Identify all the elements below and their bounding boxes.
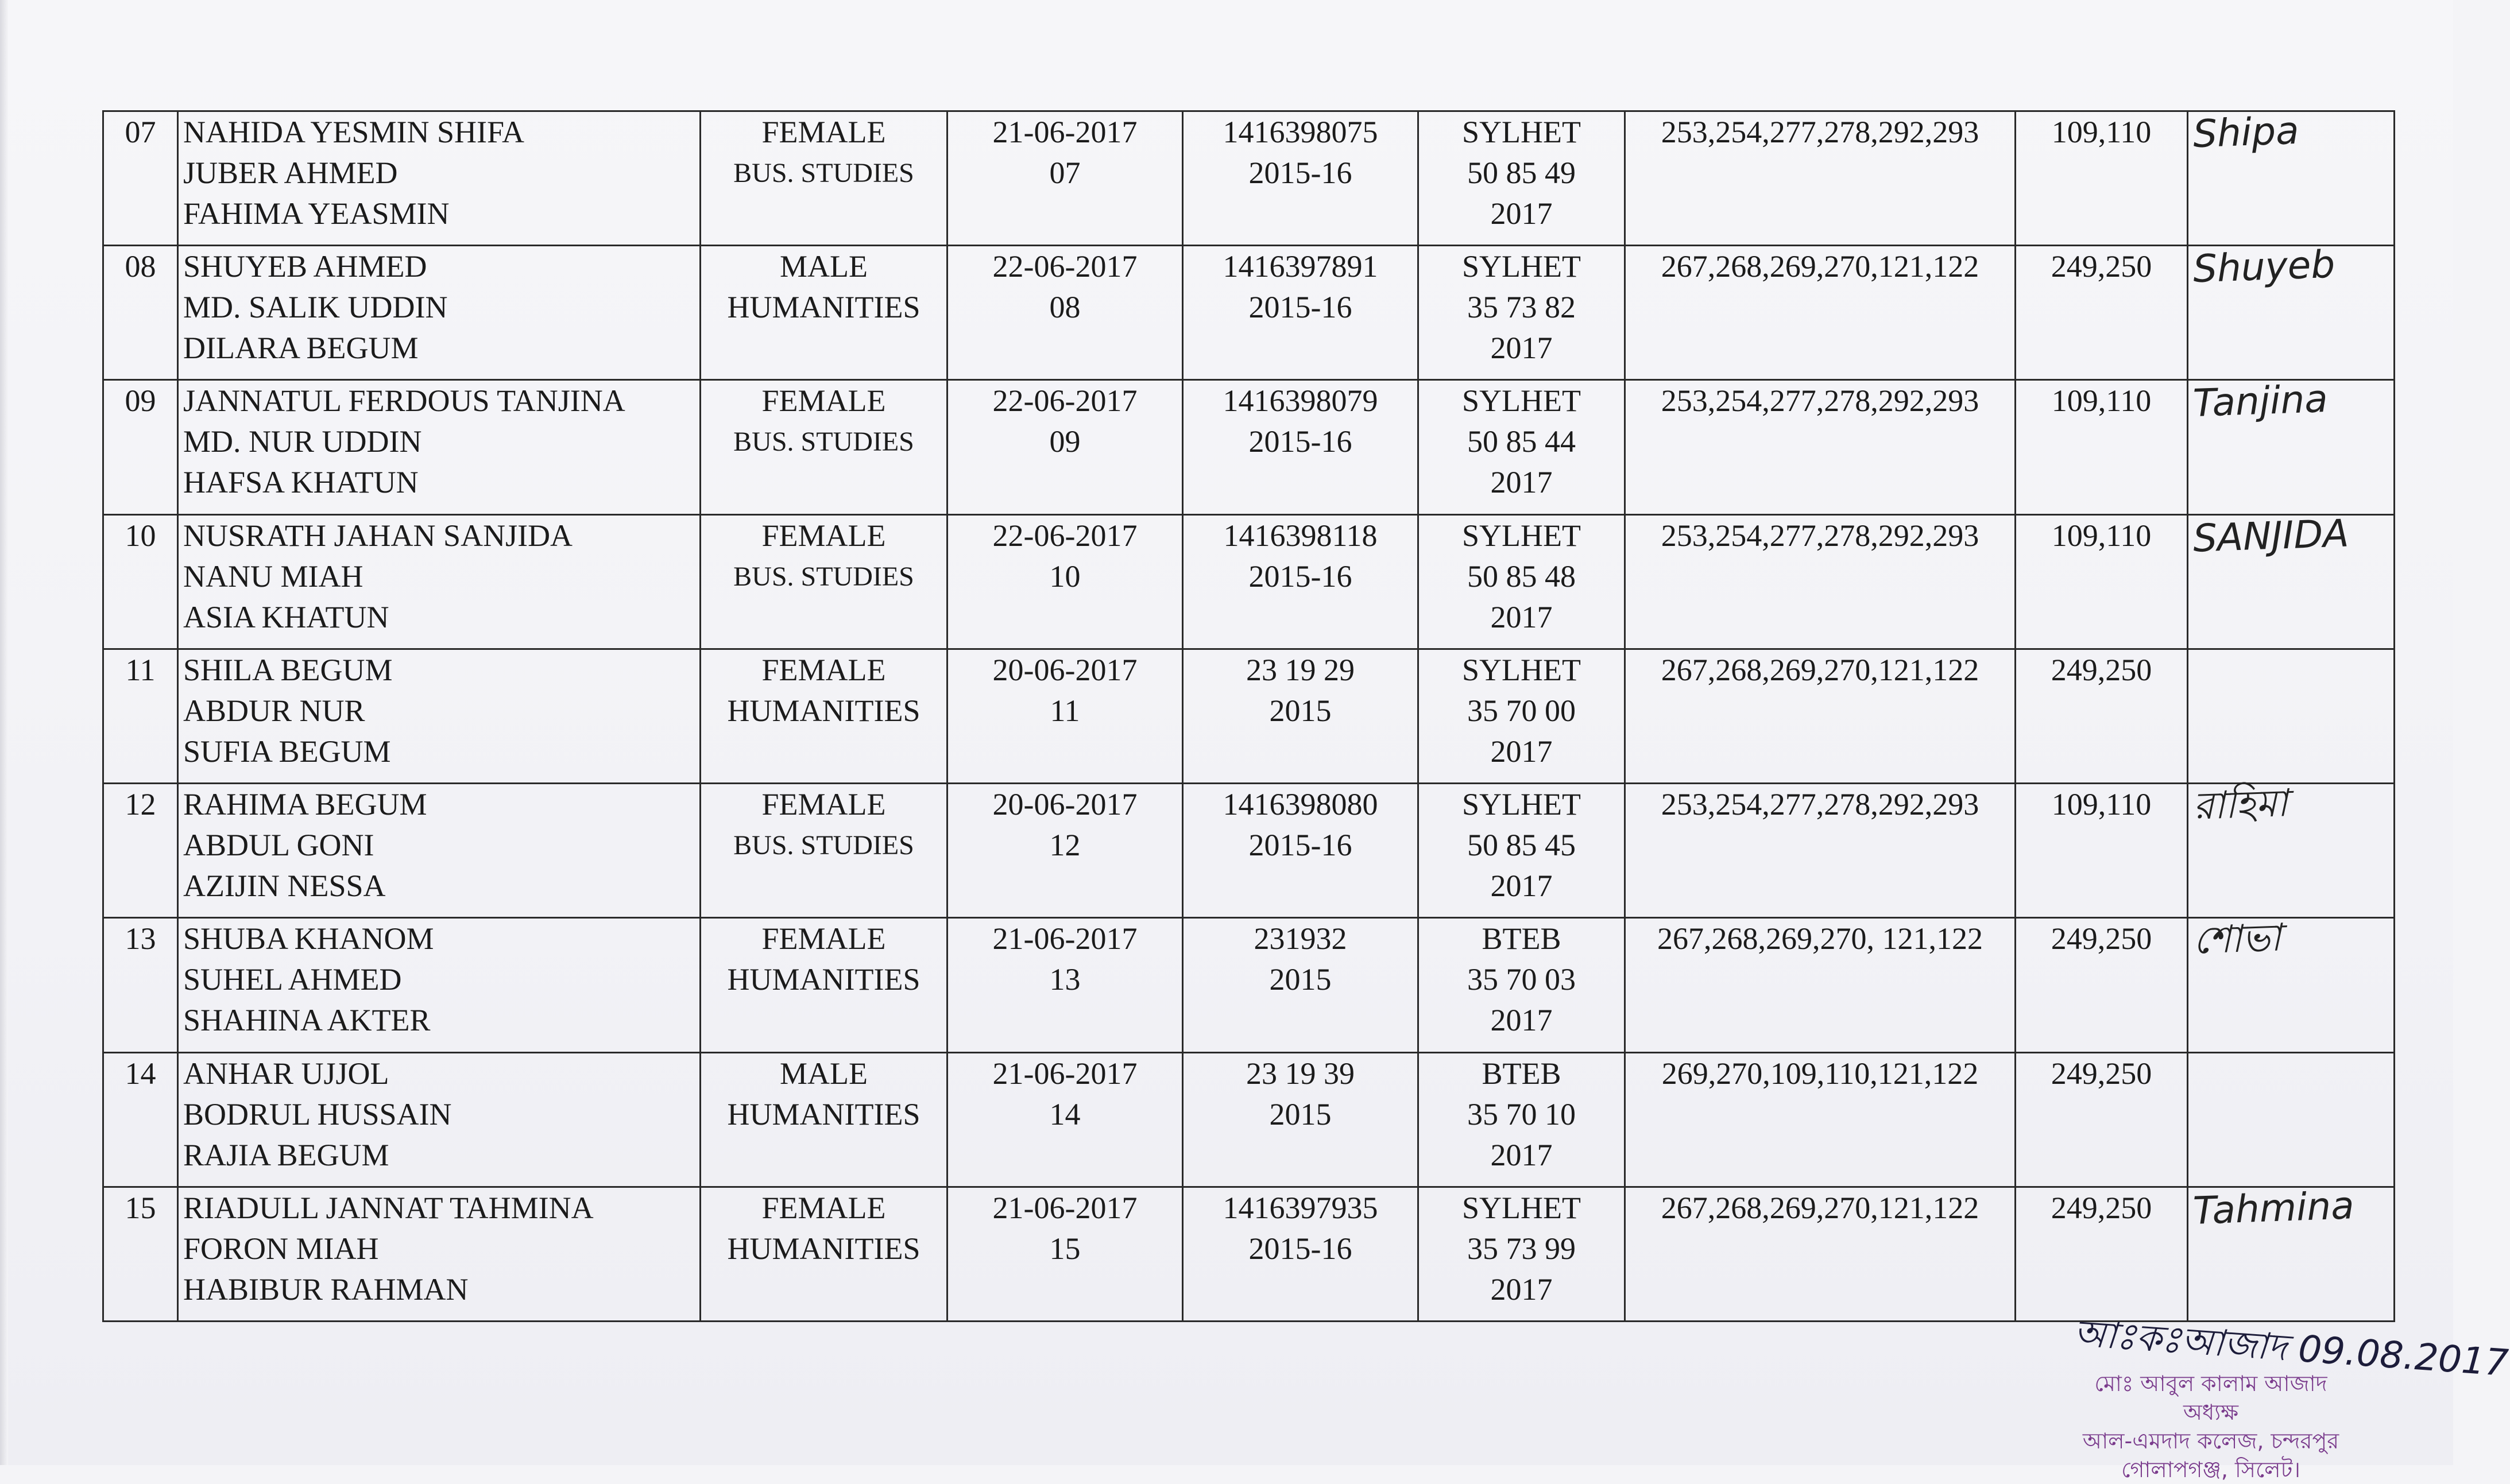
group-text: HUMANITIES <box>727 1231 921 1266</box>
table-row <box>103 649 2395 783</box>
optional-subjects-cell: 109,110 <box>2016 784 2188 918</box>
board-cell <box>1418 649 1625 783</box>
board-name: SYLHET <box>1462 115 1581 149</box>
registration-cell <box>1183 649 1418 783</box>
session-text: 2015 <box>1269 1096 1332 1132</box>
date-cell <box>947 784 1183 918</box>
date-cell <box>947 111 1183 246</box>
optional-subjects-cell: 109,110 <box>2016 514 2188 649</box>
principal-signature-mark: আঃকঃআজাদ <box>2072 1312 2288 1370</box>
name-line: ANHAR UJJOL <box>183 1056 389 1091</box>
registration-number: 1416398079 <box>1223 383 1378 419</box>
gender-text: FEMALE <box>761 652 886 687</box>
date-cell <box>947 918 1183 1052</box>
optional-subjects-cell: 249,250 <box>2016 918 2188 1052</box>
roll-number: 35 70 10 <box>1467 1096 1576 1132</box>
session-text: 2015-16 <box>1248 424 1352 459</box>
date-text: 22-06-2017 <box>992 518 1138 553</box>
roll-number: 50 85 49 <box>1467 156 1576 190</box>
registration-number: 1416397935 <box>1223 1190 1378 1225</box>
gender-group-cell <box>701 784 947 918</box>
gender-text: MALE <box>780 249 868 284</box>
gender-text: FEMALE <box>761 518 886 553</box>
roll-number: 35 70 00 <box>1467 693 1576 728</box>
date-number: 11 <box>1050 693 1080 728</box>
names-cell <box>178 514 701 649</box>
table-row <box>103 1187 2395 1321</box>
gender-text: FEMALE <box>761 1190 886 1225</box>
gender-text: MALE <box>780 1056 868 1091</box>
name-line: JUBER AHMED <box>183 156 398 190</box>
names-cell <box>178 1187 701 1321</box>
name-line: ABDUR NUR <box>183 693 365 728</box>
date-cell <box>947 1052 1183 1187</box>
date-text: 20-06-2017 <box>992 787 1138 822</box>
signature-cell <box>2188 1052 2395 1187</box>
table-row <box>103 514 2395 649</box>
serial-cell: 14 <box>103 1052 178 1187</box>
name-line: FAHIMA YEASMIN <box>183 196 450 231</box>
date-number: 13 <box>1049 962 1081 997</box>
group-text: HUMANITIES <box>727 1096 921 1132</box>
board-cell <box>1418 1052 1625 1187</box>
board-name: SYLHET <box>1462 652 1581 687</box>
name-line: SUHEL AHMED <box>183 962 402 997</box>
name-line: NAHIDA YESMIN SHIFA <box>183 115 525 149</box>
date-text: 21-06-2017 <box>992 1056 1138 1091</box>
table-row <box>103 918 2395 1052</box>
names-cell <box>178 111 701 246</box>
student-signature: Shipa <box>2192 108 2300 157</box>
date-number: 07 <box>1049 156 1081 190</box>
table-row <box>103 380 2395 514</box>
registration-number: 23 19 29 <box>1246 652 1355 687</box>
date-number: 10 <box>1049 559 1081 594</box>
board-name: BTEB <box>1482 921 1561 956</box>
name-line: NANU MIAH <box>183 559 363 594</box>
board-cell <box>1418 514 1625 649</box>
date-cell <box>947 380 1183 514</box>
group-text: HUMANITIES <box>727 962 921 997</box>
exam-year: 2017 <box>1490 1137 1553 1172</box>
date-text: 22-06-2017 <box>992 249 1138 284</box>
names-cell <box>178 918 701 1052</box>
table-row <box>103 784 2395 918</box>
serial-cell: 11 <box>103 649 178 783</box>
name-line: HABIBUR RAHMAN <box>183 1272 469 1307</box>
gender-text: FEMALE <box>761 115 886 149</box>
exam-year: 2017 <box>1490 734 1553 769</box>
board-name: BTEB <box>1482 1056 1561 1091</box>
signature-cell <box>2188 649 2395 783</box>
gender-group-cell <box>701 111 947 246</box>
subjects-cell: 267,268,269,270,121,122 <box>1625 246 2016 380</box>
registration-cell <box>1183 1187 1418 1321</box>
name-line: ASIA KHATUN <box>183 599 389 634</box>
roll-number: 35 70 03 <box>1467 962 1576 997</box>
student-signature: শোভা <box>2192 915 2282 963</box>
date-number: 14 <box>1049 1096 1081 1132</box>
serial-cell: 13 <box>103 918 178 1052</box>
board-name: SYLHET <box>1462 1190 1581 1225</box>
name-line: RAJIA BEGUM <box>183 1137 389 1172</box>
signature-cell <box>2188 781 2395 918</box>
registration-cell <box>1183 514 1418 649</box>
principal-signature-date: 09.08.2017 <box>2296 1327 2510 1385</box>
session-text: 2015 <box>1269 693 1332 728</box>
exam-year: 2017 <box>1490 1003 1553 1038</box>
session-text: 2015-16 <box>1248 828 1352 863</box>
gender-group-cell <box>701 649 947 783</box>
board-cell <box>1418 784 1625 918</box>
roll-number: 35 73 99 <box>1467 1231 1576 1266</box>
exam-year: 2017 <box>1490 1272 1553 1307</box>
principal-stamp <box>2021 1369 2400 1484</box>
name-line: BODRUL HUSSAIN <box>183 1096 452 1132</box>
name-line: MD. NUR UDDIN <box>183 424 422 459</box>
group-text: BUS. STUDIES <box>733 158 914 188</box>
serial-cell: 10 <box>103 514 178 649</box>
group-text: BUS. STUDIES <box>733 830 914 861</box>
board-name: SYLHET <box>1462 383 1581 419</box>
session-text: 2015 <box>1269 962 1332 997</box>
board-cell <box>1418 380 1625 514</box>
board-cell <box>1418 1187 1625 1321</box>
date-number: 12 <box>1049 828 1081 863</box>
group-text: BUS. STUDIES <box>733 561 914 592</box>
registration-number: 1416398075 <box>1223 115 1378 149</box>
names-cell <box>178 246 701 380</box>
names-cell <box>178 380 701 514</box>
gender-group-cell <box>701 246 947 380</box>
session-text: 2015-16 <box>1248 156 1352 190</box>
board-cell <box>1418 918 1625 1052</box>
registration-cell <box>1183 784 1418 918</box>
subjects-cell: 269,270,109,110,121,122 <box>1625 1052 2016 1187</box>
name-line: SUFIA BEGUM <box>183 734 391 769</box>
student-signature: Shuyeb <box>2192 242 2336 292</box>
optional-subjects-cell: 109,110 <box>2016 111 2188 246</box>
date-cell <box>947 514 1183 649</box>
student-signature: SANJIDA <box>2192 510 2350 561</box>
names-cell <box>178 649 701 783</box>
group-text: HUMANITIES <box>727 290 921 325</box>
board-name: SYLHET <box>1462 249 1581 284</box>
table-row <box>103 1052 2395 1187</box>
stamp-college: আল-এমদাদ কলেজ, চন্দরপুর <box>2082 1428 2339 1454</box>
session-text: 2015-16 <box>1248 290 1352 325</box>
name-line: MD. SALIK UDDIN <box>183 290 448 325</box>
subjects-cell: 267,268,269,270,121,122 <box>1625 1187 2016 1321</box>
stamp-title: অধ্যক্ষ <box>2183 1400 2238 1425</box>
date-text: 21-06-2017 <box>992 1190 1138 1225</box>
gender-group-cell <box>701 1187 947 1321</box>
registration-number: 1416398080 <box>1223 787 1378 822</box>
name-line: HAFSA KHATUN <box>183 465 419 500</box>
subjects-cell: 267,268,269,270, 121,122 <box>1625 918 2016 1052</box>
subjects-cell: 253,254,277,278,292,293 <box>1625 514 2016 649</box>
group-text: BUS. STUDIES <box>733 427 914 458</box>
subjects-cell: 253,254,277,278,292,293 <box>1625 784 2016 918</box>
registration-cell <box>1183 1052 1418 1187</box>
date-cell <box>947 246 1183 380</box>
registration-cell <box>1183 246 1418 380</box>
table-row <box>103 246 2395 380</box>
student-list-table <box>102 110 2395 1322</box>
name-line: AZIJIN NESSA <box>183 869 386 904</box>
name-line: RAHIMA BEGUM <box>183 787 427 822</box>
gender-text: FEMALE <box>761 787 886 822</box>
date-text: 21-06-2017 <box>992 921 1138 956</box>
signature-cell <box>2188 377 2395 514</box>
name-line: SHUYEB AHMED <box>183 249 427 284</box>
serial-cell: 12 <box>103 784 178 918</box>
session-text: 2015-16 <box>1248 559 1352 594</box>
names-cell <box>178 1052 701 1187</box>
board-cell <box>1418 246 1625 380</box>
signature-cell <box>2188 108 2395 246</box>
optional-subjects-cell: 249,250 <box>2016 1187 2188 1321</box>
subjects-cell: 253,254,277,278,292,293 <box>1625 380 2016 514</box>
serial-cell: 07 <box>103 111 178 246</box>
signature-cell <box>2188 915 2395 1052</box>
subjects-cell: 267,268,269,270,121,122 <box>1625 649 2016 783</box>
name-line: SHUBA KHANOM <box>183 921 434 956</box>
roll-number: 50 85 48 <box>1467 559 1576 594</box>
board-name: SYLHET <box>1462 787 1581 822</box>
serial-cell: 15 <box>103 1187 178 1321</box>
date-cell <box>947 1187 1183 1321</box>
registration-number: 231932 <box>1254 921 1347 956</box>
gender-group-cell <box>701 514 947 649</box>
serial-cell: 09 <box>103 380 178 514</box>
date-number: 09 <box>1049 424 1081 459</box>
board-cell <box>1418 111 1625 246</box>
student-signature: Tahmina <box>2192 1183 2355 1233</box>
signature-cell <box>2188 510 2395 649</box>
exam-year: 2017 <box>1490 465 1553 500</box>
date-number: 15 <box>1049 1231 1081 1266</box>
exam-year: 2017 <box>1490 599 1553 634</box>
serial-cell: 08 <box>103 246 178 380</box>
name-line: SHAHINA AKTER <box>183 1003 431 1038</box>
signature-cell <box>2188 242 2395 380</box>
date-text: 21-06-2017 <box>992 115 1138 149</box>
session-text: 2015-16 <box>1248 1231 1352 1266</box>
name-line: SHILA BEGUM <box>183 652 393 687</box>
gender-group-cell <box>701 1052 947 1187</box>
registration-number: 1416398118 <box>1223 518 1378 553</box>
gender-text: FEMALE <box>761 383 886 419</box>
registration-cell <box>1183 918 1418 1052</box>
name-line: ABDUL GONI <box>183 828 374 863</box>
name-line: DILARA BEGUM <box>183 331 419 366</box>
optional-subjects-cell: 249,250 <box>2016 649 2188 783</box>
exam-year: 2017 <box>1490 196 1553 231</box>
registration-number: 1416397891 <box>1223 249 1378 284</box>
name-line: NUSRATH JAHAN SANJIDA <box>183 518 573 553</box>
table-row <box>103 111 2395 246</box>
subjects-cell: 253,254,277,278,292,293 <box>1625 111 2016 246</box>
exam-year: 2017 <box>1490 331 1553 366</box>
student-signature: Tanjina <box>2192 377 2329 426</box>
date-cell <box>947 649 1183 783</box>
registration-number: 23 19 39 <box>1246 1056 1355 1091</box>
name-line: FORON MIAH <box>183 1231 379 1266</box>
names-cell <box>178 784 701 918</box>
roll-number: 50 85 44 <box>1467 424 1576 459</box>
gender-group-cell <box>701 918 947 1052</box>
roll-number: 50 85 45 <box>1467 828 1576 863</box>
group-text: HUMANITIES <box>727 693 921 728</box>
optional-subjects-cell: 249,250 <box>2016 1052 2188 1187</box>
gender-text: FEMALE <box>761 921 886 956</box>
signature-cell <box>2188 1183 2395 1321</box>
date-text: 20-06-2017 <box>992 652 1138 687</box>
stamp-name: মোঃ আবুল কালাম আজাদ <box>2094 1371 2327 1396</box>
board-name: SYLHET <box>1462 518 1581 553</box>
optional-subjects-cell: 249,250 <box>2016 246 2188 380</box>
date-text: 22-06-2017 <box>992 383 1138 419</box>
roll-number: 35 73 82 <box>1467 290 1576 325</box>
optional-subjects-cell: 109,110 <box>2016 380 2188 514</box>
name-line: JANNATUL FERDOUS TANJINA <box>183 383 625 419</box>
date-number: 08 <box>1049 290 1081 325</box>
registration-cell <box>1183 380 1418 514</box>
student-signature: রাহিমা <box>2192 781 2289 828</box>
registration-cell <box>1183 111 1418 246</box>
gender-group-cell <box>701 380 947 514</box>
stamp-location: গোলাপগঞ্জ, সিলেট। <box>2121 1457 2300 1482</box>
name-line: RIADULL JANNAT TAHMINA <box>183 1190 594 1225</box>
exam-year: 2017 <box>1490 869 1553 904</box>
scan-edge-shadow <box>0 0 8 1465</box>
